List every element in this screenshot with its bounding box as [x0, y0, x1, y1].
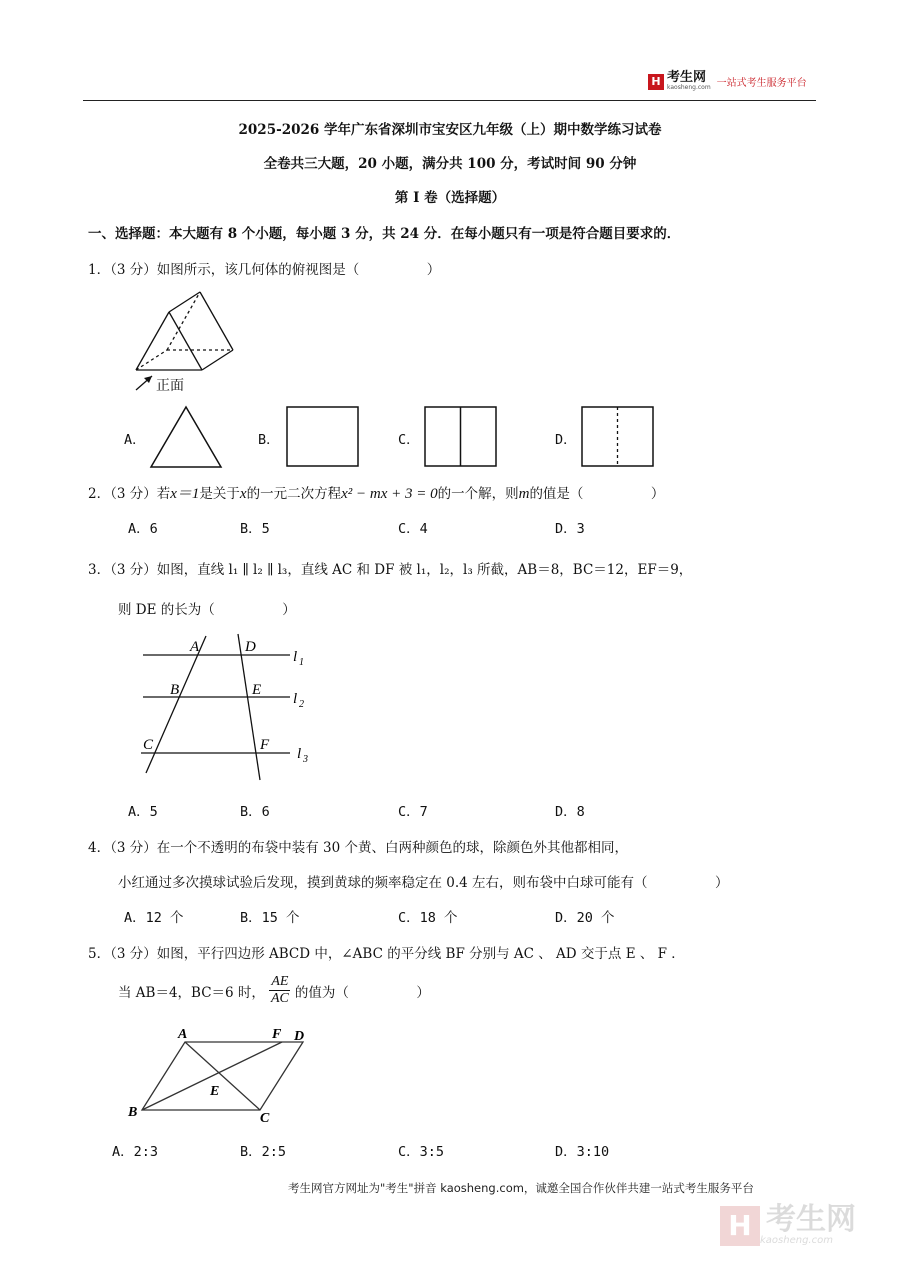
q2-option-d: D．3 [555, 521, 585, 537]
watermark-domain: kaosheng.com [760, 1235, 833, 1246]
q1-option-c-label: C． [398, 432, 420, 448]
q1-option-c-rectangle-solid-line [424, 406, 498, 468]
q1-option-a-label: A． [124, 432, 146, 448]
q4-option-b: B．15 个 [240, 910, 300, 926]
point-label-f: F [260, 737, 270, 753]
q2-variable-m: m [518, 486, 530, 502]
part-title: 第 I 卷（选择题） [394, 190, 506, 206]
question-4-stem-line1: 4．（3 分）在一个不透明的布袋中装有 30 个黄、白两种颜色的球，除颜色外其他都相同， [88, 840, 628, 856]
q2-stem-part: 的一个解，则 [437, 486, 519, 502]
exam-title: 2025-2026 学年广东省深圳市宝安区九年级（上）期中数学练习试卷 [238, 122, 662, 138]
q5-option-b: B．2:5 [240, 1144, 287, 1160]
line-label-l2: l [293, 691, 298, 707]
q4-option-d: D．20 个 [555, 910, 615, 926]
line-subscript-1: 1 [299, 657, 304, 668]
prism-hidden-edge [136, 350, 167, 370]
q1-option-b-rectangle [286, 406, 360, 468]
prism-edge [169, 312, 202, 370]
prism-edge [200, 292, 233, 350]
q2-variable-x: x [239, 486, 247, 502]
watermark-text-block [760, 1202, 856, 1246]
watermark-name: 考生网 [766, 1202, 856, 1237]
point-label-a: A [190, 639, 200, 655]
q5-stem-part: 的值为（ ） [294, 984, 430, 1001]
q2-option-a: A．6 [128, 521, 158, 537]
diagonal-ac [185, 1042, 260, 1110]
q5-option-a: A．2:3 [112, 1144, 159, 1160]
line-df [238, 634, 260, 780]
fraction-numerator: AE [271, 974, 289, 989]
q4-option-a: A．12 个 [124, 910, 184, 926]
q1-front-label: 正面 [156, 378, 184, 394]
q5-option-d: D．3:10 [555, 1144, 610, 1160]
line-label-l3: l [297, 746, 302, 762]
header-slogan: 一站式考生服务平台 [716, 78, 807, 89]
exam-subtitle: 全卷共三大题，20 小题，满分共 100 分，考试时间 90 分钟 [263, 156, 637, 172]
fraction-denominator: AC [270, 991, 289, 1006]
q2-stem-part: 是关于 [199, 486, 240, 502]
line-label-l1: l [293, 649, 298, 665]
q1-option-a-triangle [148, 404, 224, 470]
footer-text: 考生网官方网址为"考生"拼音 kaosheng.com，诚邀全国合作伙伴共建一站式考生服务平台 [288, 1181, 754, 1195]
q2-equation: x² − mx + 3 = 0 [341, 486, 438, 502]
q2-stem-part: 2．（3 分）若 [88, 486, 171, 502]
q2-equation-x: x＝1 [170, 486, 200, 502]
question-5-stem-line2 [118, 974, 430, 1007]
q1-prism-figure [128, 288, 248, 398]
question-3-stem-line2: 则 DE 的长为（ ） [118, 602, 296, 618]
q2-stem-part: 的值是（ ） [529, 486, 665, 502]
point-label-a: A [178, 1027, 188, 1042]
header-divider [83, 100, 816, 101]
prism-edge [136, 312, 169, 370]
point-label-b: B [128, 1105, 138, 1120]
watermark [720, 1202, 856, 1246]
watermark-logo-icon: H [720, 1206, 760, 1246]
q5-stem-part: 当 AB＝4，BC＝6 时， [118, 984, 265, 1001]
q1-option-d-rectangle-dashed-line [581, 406, 655, 468]
q3-option-c: C．7 [398, 804, 428, 820]
kaosheng-logo-icon: H [648, 74, 664, 90]
q3-option-d: D．8 [555, 804, 585, 820]
line-subscript-3: 3 [303, 754, 308, 765]
question-4-stem-line2: 小红通过多次摸球试验后发现，摸到黄球的频率稳定在 0.4 左右，则布袋中白球可能有（ ） [118, 875, 729, 891]
logo-domain: kaosheng.com [667, 84, 711, 91]
q2-stem-part: 的一元二次方程 [246, 486, 342, 502]
q5-fraction [269, 974, 291, 1007]
q5-option-c: C．3:5 [398, 1144, 445, 1160]
point-label-c: C [260, 1111, 270, 1126]
point-label-f: F [272, 1027, 282, 1042]
point-label-e: E [252, 682, 262, 698]
prism-edge [202, 350, 233, 370]
point-label-b: B [170, 682, 180, 698]
q3-parallel-lines-figure [135, 630, 325, 785]
q1-option-b-label: B． [258, 432, 280, 448]
question-2-stem [88, 482, 664, 503]
header-logo [648, 72, 807, 91]
q3-option-b: B．6 [240, 804, 270, 820]
point-label-c: C [143, 737, 154, 753]
q2-option-b: B．5 [240, 521, 270, 537]
point-label-e: E [210, 1084, 220, 1099]
q1-option-d-label: D． [555, 432, 577, 448]
prism-edge [169, 292, 200, 312]
question-1-stem: 1．（3 分）如图所示，该几何体的俯视图是（ ） [88, 262, 441, 278]
logo-text-block [664, 72, 711, 91]
question-3-stem-line1: 3．（3 分）如图，直线 l₁ ∥ l₂ ∥ l₃，直线 AC 和 DF 被 l₁，l₂，l₃ 所截，AB＝8，BC＝12，EF＝9， [88, 562, 693, 578]
q4-option-c: C．18 个 [398, 910, 458, 926]
prism-hidden-edge [167, 292, 200, 350]
point-label-d: D [245, 639, 256, 655]
q3-option-a: A．5 [128, 804, 158, 820]
question-5-stem-line1: 5．（3 分）如图，平行四边形 ABCD 中，∠ABC 的平分线 BF 分别与 AC 、 AD 交于点 E 、 F ． [88, 946, 685, 962]
section-heading: 一、选择题：本大题有 8 个小题，每小题 3 分，共 24 分．在每小题只有一项是符合题目要求的． [88, 226, 681, 242]
line-subscript-2: 2 [299, 699, 304, 710]
q5-parallelogram-figure [120, 1022, 320, 1130]
logo-name: 考生网 [667, 70, 707, 85]
q2-option-c: C．4 [398, 521, 428, 537]
point-label-d: D [294, 1029, 305, 1044]
